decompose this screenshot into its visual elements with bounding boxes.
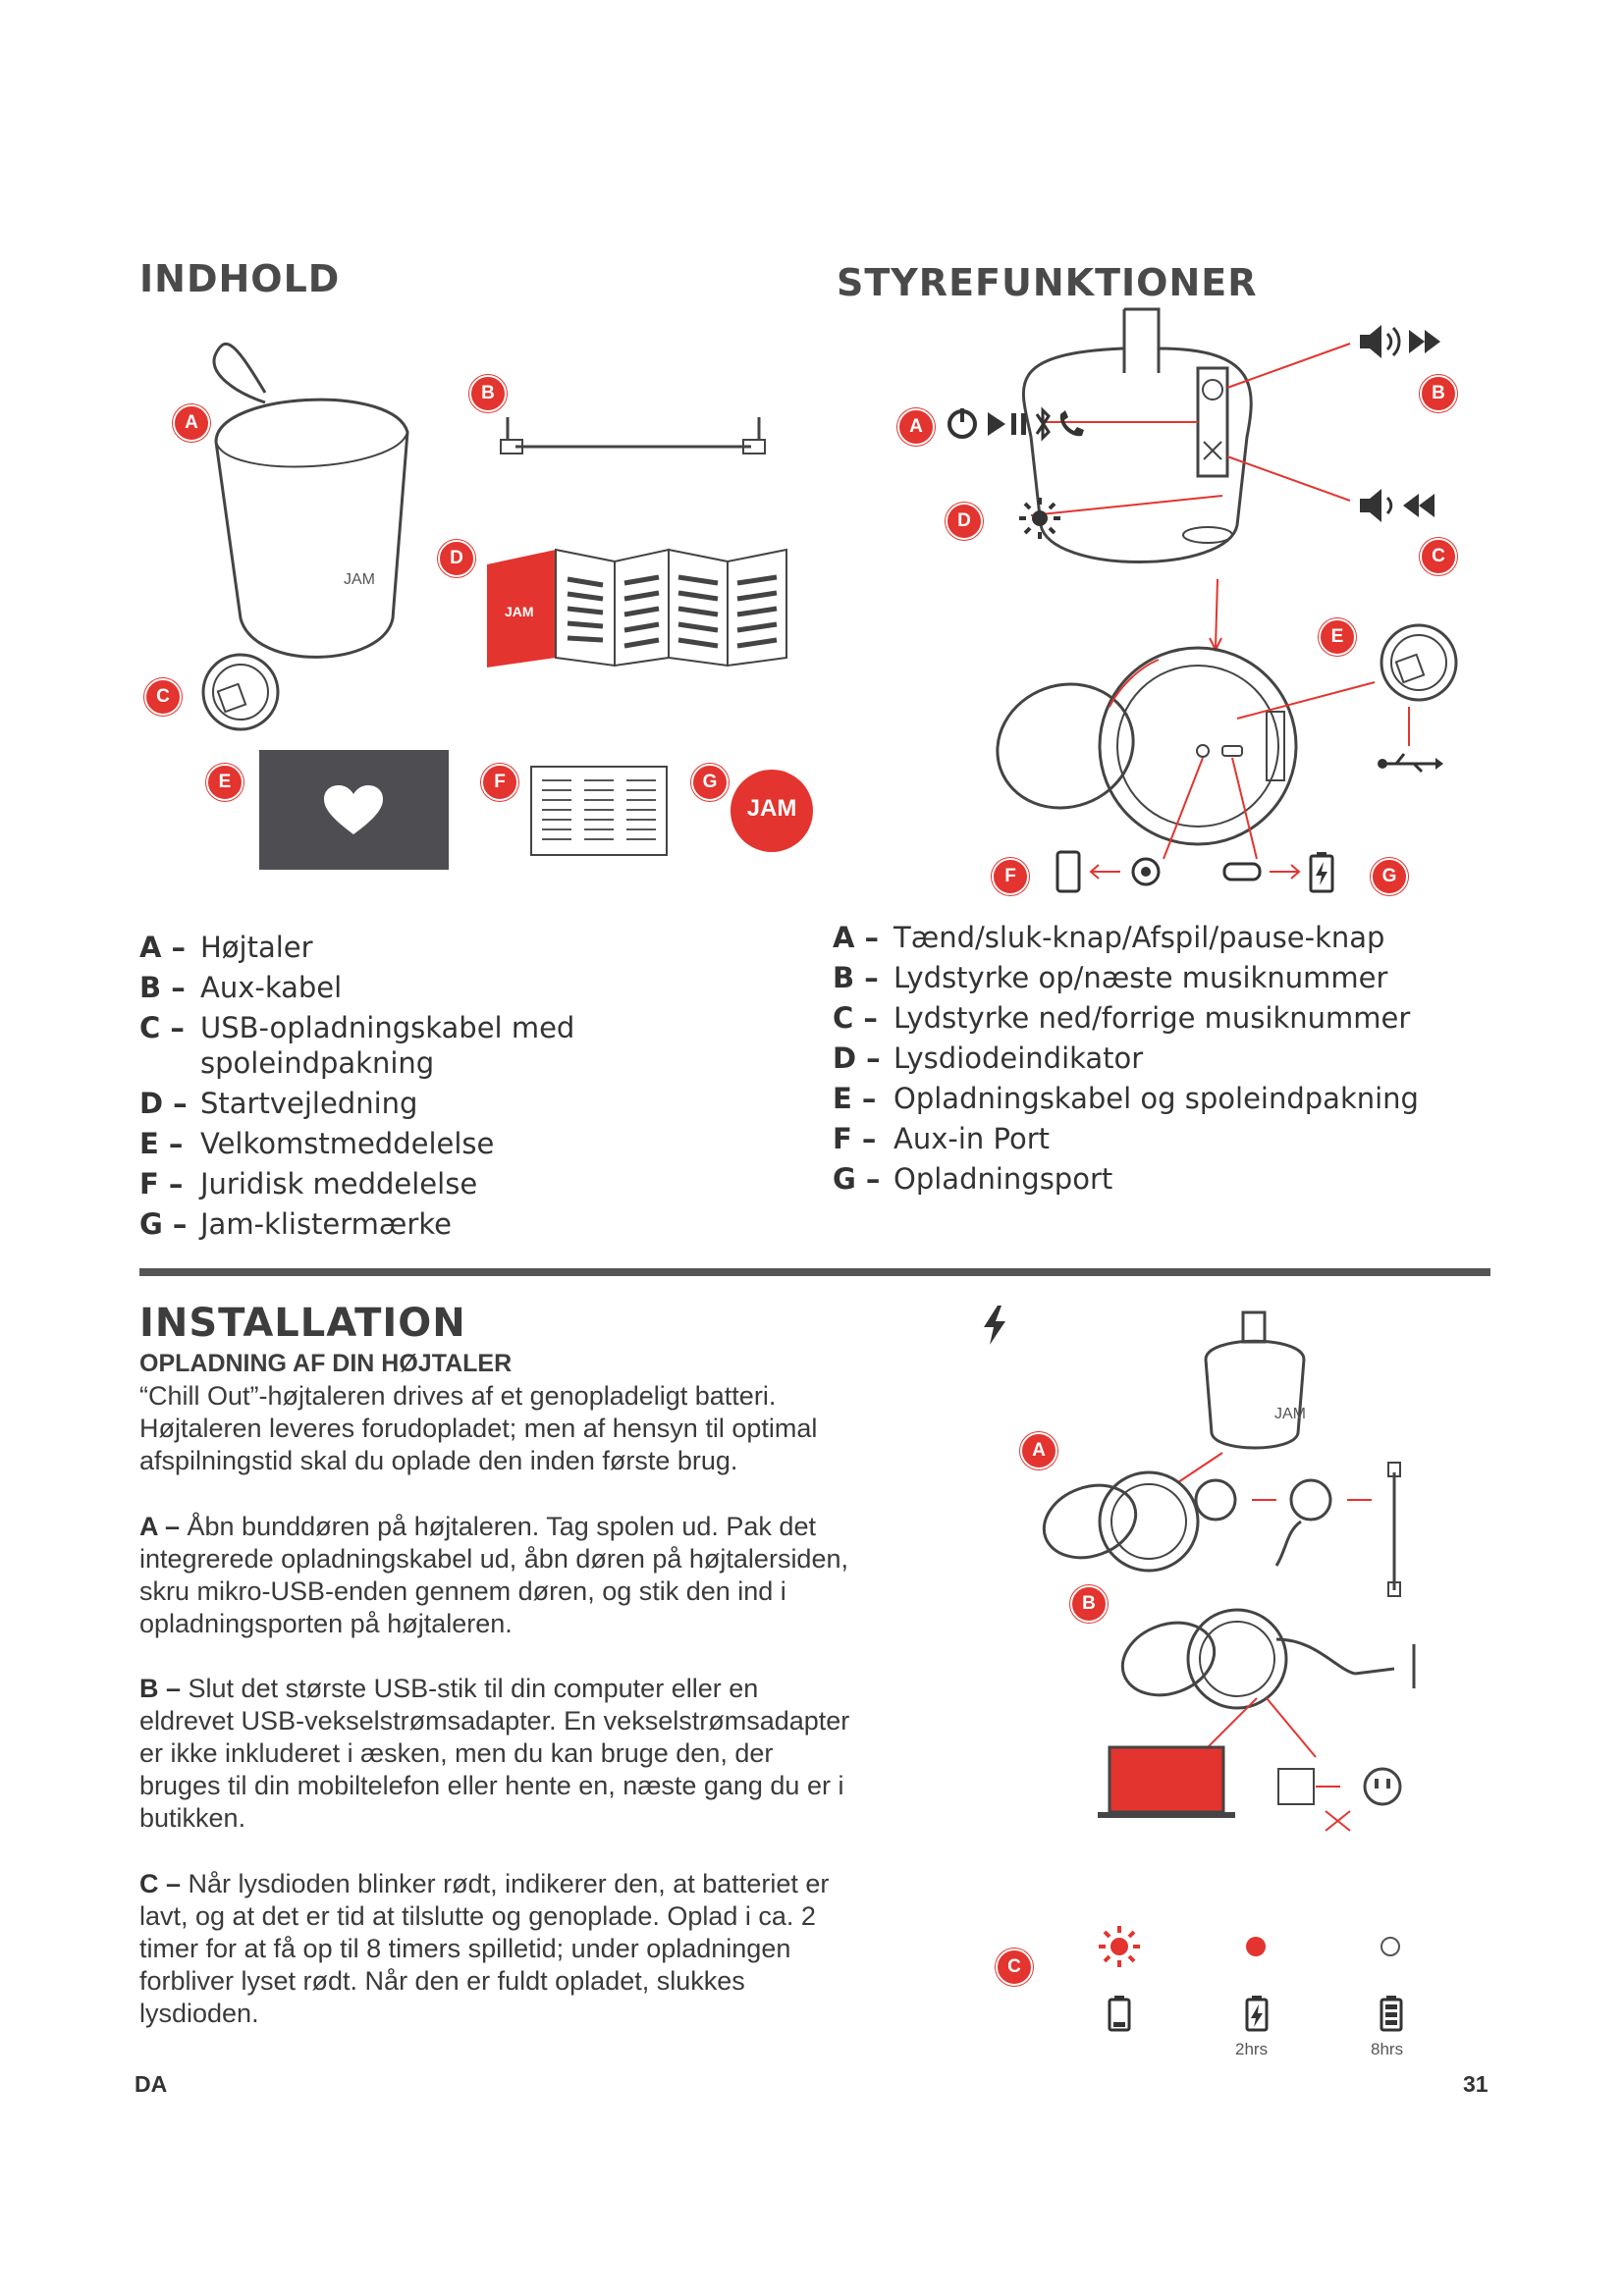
installation-subtitle: OPLADNING AF DIN HØJTALER — [139, 1350, 513, 1377]
installation-intro: “Chill Out”-højtaleren drives af et genopladeligt batteri. Højtaleren leveres forudopladet; men af hensyn til optimal afspilningstid skal du oplade den inden første brug. — [139, 1381, 818, 1475]
installation-title: INSTALLATION — [139, 1301, 466, 1346]
battery-charging-icon — [1245, 1995, 1269, 2032]
list-item: A – Højtaler — [139, 931, 313, 964]
list-item: G – Opladningsport — [833, 1162, 1113, 1196]
speaker-illustration — [196, 334, 422, 687]
badge-b: B — [1070, 1585, 1108, 1623]
adapter-outlet-illustration — [1276, 1757, 1404, 1836]
badge-b: B — [1420, 375, 1457, 412]
badge-g: G — [691, 764, 729, 801]
badge-g: G — [1371, 858, 1408, 895]
charging-bolt-icon — [982, 1306, 1007, 1345]
speaker-bottom-illustration — [992, 648, 1316, 844]
power-play-pause-icon — [945, 404, 1111, 444]
quickstart-guide-illustration — [487, 550, 791, 667]
list-item: C – Lydstyrke ned/forrige musiknummer — [833, 1001, 1411, 1035]
list-item: spoleindpakning — [200, 1046, 435, 1080]
phone-aux-icon — [1056, 850, 1173, 893]
svg-text:JAM: JAM — [1274, 1406, 1306, 1422]
step-b-illustration — [1119, 1610, 1434, 1718]
cable-spool-illustration — [1375, 618, 1463, 707]
speaker-small-illustration — [1196, 1310, 1314, 1458]
section-divider — [139, 1268, 1490, 1276]
list-item: G – Jam-klistermærke — [139, 1207, 452, 1241]
usb-port-battery-icon — [1222, 850, 1350, 893]
badge-a: A — [173, 404, 210, 442]
installation-step-a: A – Åbn bunddøren på højtaleren. Tag spolen ud. Pak det integrerede opladningskabel ud, åbn døren på højtalersiden, skru mikro-USB-enden gennem døren, og stik den ind i opladningsporten på højtaleren. — [139, 1512, 848, 1638]
led-blink-red-icon — [1097, 1924, 1142, 1969]
battery-full-icon — [1380, 1995, 1403, 2032]
contents-title: INDHOLD — [139, 257, 341, 300]
badge-c: C — [996, 1949, 1033, 1986]
badge-a: A — [1020, 1432, 1057, 1469]
badge-b: B — [469, 375, 507, 412]
badge-f: F — [481, 764, 518, 801]
list-item: D – Lysdiodeindikator — [833, 1041, 1144, 1075]
list-item: D – Startvejledning — [139, 1087, 418, 1120]
step-a-illustration — [1041, 1453, 1434, 1600]
list-item: F – Juridisk meddelelse — [139, 1167, 478, 1201]
badge-c: C — [1420, 538, 1457, 575]
arrow-down-icon — [1208, 579, 1227, 653]
footer-language: DA — [135, 2071, 168, 2097]
badge-e: E — [1319, 618, 1356, 656]
volume-down-prev-icon — [1360, 486, 1458, 525]
laptop-illustration — [1098, 1745, 1235, 1824]
installation-step-c: C – Når lysdioden blinker rødt, indikerer den, at batteriet er lavt, og at det er tid at tilslutte og genoplade. Oplad i ca. 2 timer for at få op til 8 timers spilletid; under opladningen forbliver lyset rødt. Når den er fuldt opladet, slukkes lysdioden. — [139, 1869, 830, 2028]
legal-notice-illustration — [530, 766, 668, 856]
list-item: F – Aux-in Port — [833, 1122, 1050, 1155]
installation-step-b: B – Slut det største USB-stik til din computer eller en eldrevet USB-vekselstrømsadapter. En vekselstrømsadapter er ikke inkluderet i æsken, men du kan bruge den, der bruges til din mobiltelefon eller hente en, næste gang du er i butikken. — [139, 1674, 850, 1833]
usb-icon — [1375, 707, 1443, 775]
heart-icon — [324, 785, 383, 836]
badge-f: F — [992, 858, 1029, 895]
badge-d: D — [946, 503, 983, 540]
controls-title: STYREFUNKTIONER — [837, 261, 1258, 304]
list-item: C – USB-opladningskabel med — [139, 1011, 575, 1044]
volume-up-next-icon — [1360, 322, 1458, 361]
badge-d: D — [438, 540, 475, 577]
badge-e: E — [206, 764, 244, 801]
list-item: E – Opladningskabel og spoleindpakning — [833, 1082, 1419, 1115]
list-item: B – Lydstyrke op/næste musiknummer — [833, 961, 1388, 994]
time-label-2hrs: 2hrs — [1235, 2040, 1269, 2058]
list-item: A – Tænd/sluk-knap/Afspil/pause-knap — [833, 921, 1385, 954]
led-light-icon — [1017, 496, 1062, 541]
svg-text:JAM: JAM — [344, 571, 375, 588]
svg-text:JAM: JAM — [505, 604, 534, 619]
footer-page-number: 31 — [1463, 2071, 1489, 2097]
usb-spool-illustration — [196, 648, 285, 736]
contents-list — [139, 928, 729, 1245]
controls-list — [833, 918, 1540, 1200]
badge-c: C — [144, 678, 182, 716]
jam-sticker-text: JAM — [746, 795, 797, 822]
list-item: E – Velkomstmeddelelse — [139, 1127, 495, 1160]
battery-low-icon — [1108, 1995, 1131, 2032]
badge-a: A — [897, 408, 935, 446]
led-off-icon — [1380, 1936, 1401, 1957]
list-item: B – Aux-kabel — [139, 971, 343, 1004]
time-label-8hrs: 8hrs — [1371, 2040, 1404, 2058]
aux-cable-illustration — [496, 412, 771, 461]
led-solid-red-icon — [1245, 1936, 1267, 1957]
